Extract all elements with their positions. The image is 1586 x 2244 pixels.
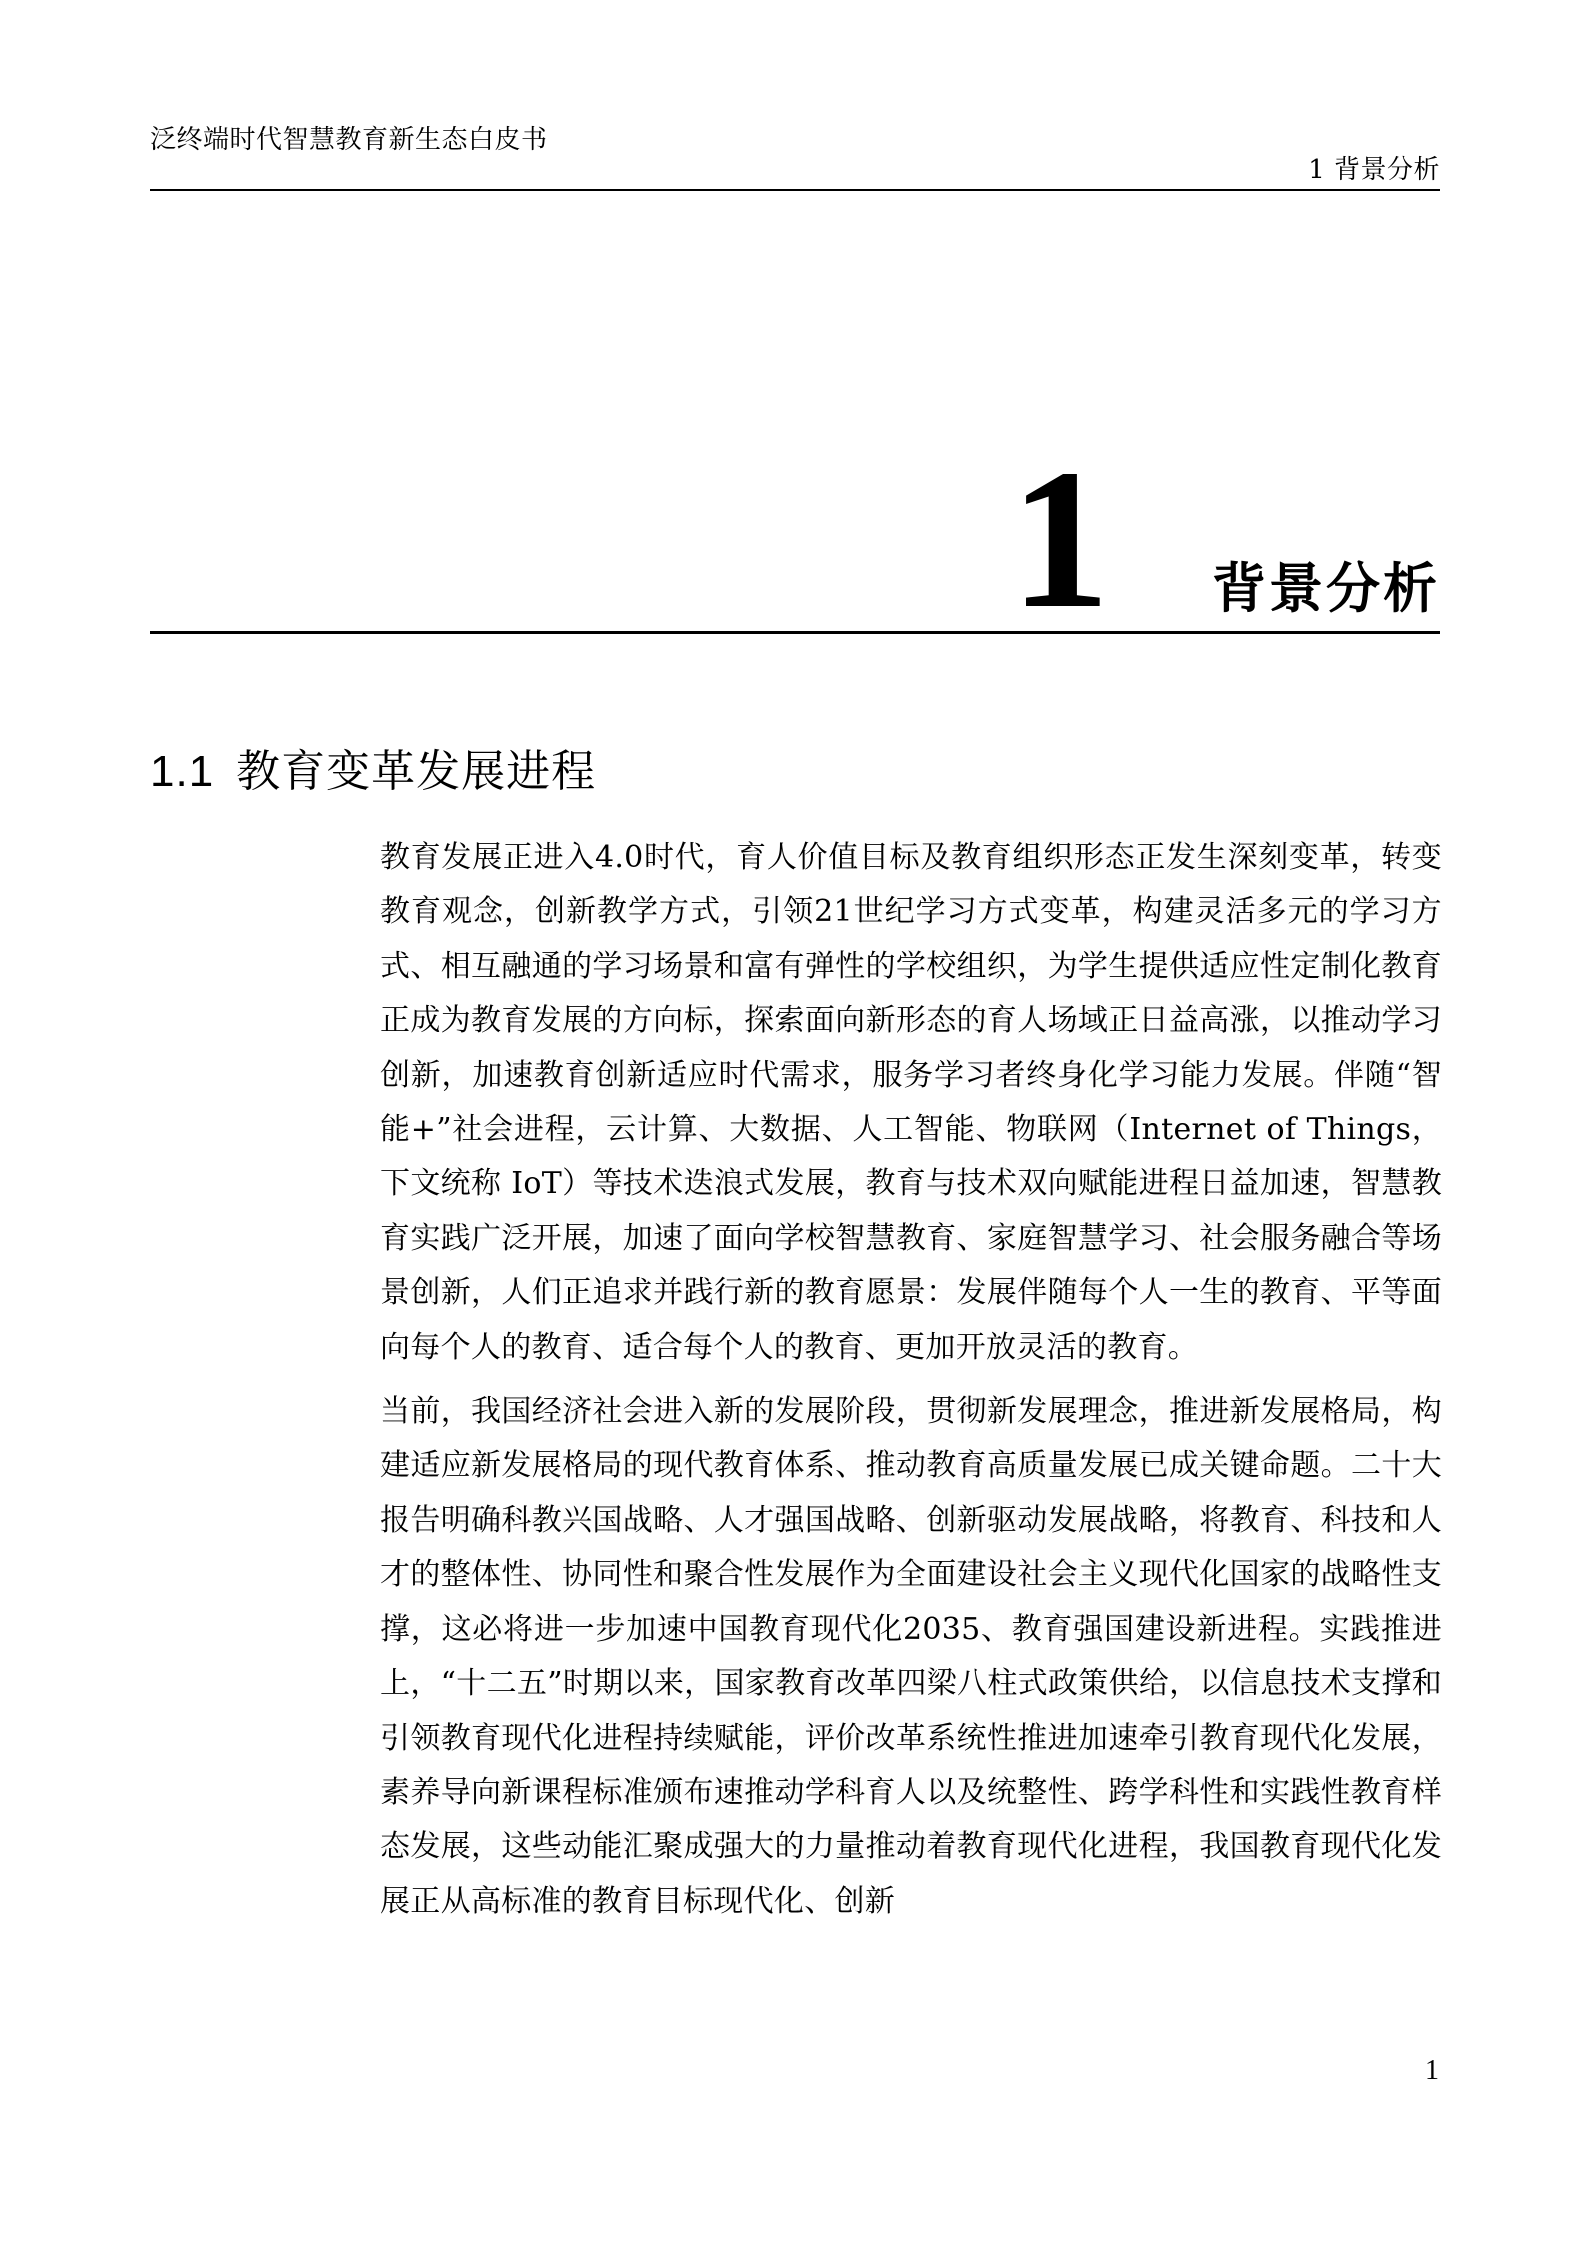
paragraph-1: 教育发展正进入4.0时代，育人价值目标及教育组织形态正发生深刻变革，转变教育观念，创新教学方式，引领21世纪学习方式变革，构建灵活多元的学习方式、相互融通的学习场景和富有弹性的学校组织，为学生提供适应性定制化教育正成为教育发展的方向标，探索面向新形态的育人场域正日益高涨，以推动学习创新，加速教育创新适应时代需求，服务学习者终身化学习能力发展。伴随“智能+”社会进程，云计算、大数据、人工智能、物联网（Internet of Things，下文统称 IoT）等技术迭浪式发展，教育与技术双向赋能进程日益加速，智慧教育实践广泛开展，加速了面向学校智慧教育、家庭智慧学习、社会服务融合等场景创新，人们正追求并践行新的教育愿景：发展伴随每个人一生的教育、平等面向每个人的教育、适合每个人的教育、更加开放灵活的教育。 — [380, 840, 1442, 1365]
section-number: 1.1 — [150, 747, 215, 796]
page-number: 1 — [1425, 2055, 1439, 2086]
header-divider — [150, 189, 1440, 191]
running-header — [150, 125, 1440, 191]
chapter-number: 1 — [1010, 429, 1110, 650]
section-heading — [150, 742, 596, 802]
chapter-title: 背景分析 — [1212, 557, 1440, 620]
book-title: 泛终端时代智慧教育新生态白皮书 — [150, 125, 548, 155]
section-title: 教育变革发展进程 — [236, 746, 597, 797]
paragraph-2: 当前，我国经济社会进入新的发展阶段，贯彻新发展理念，推进新发展格局，构建适应新发展格局的现代教育体系、推动教育高质量发展已成关键命题。二十大报告明确科教兴国战略、人才强国战略、创新驱动发展战略，将教育、科技和人才的整体性、协同性和聚合性发展作为全面建设社会主义现代化国家的战略性支撑，这必将进一步加速中国教育现代化2035、教育强国建设新进程。实践推进上，“十二五”时期以来，国家教育改革四梁八柱式政策供给，以信息技术支撑和引领教育现代化进程持续赋能，评价改革系统性推进加速牵引教育现代化发展，素养导向新课程标准颁布速推动学科育人以及统整性、跨学科性和实践性教育样态发展，这些动能汇聚成强大的力量推动着教育现代化进程，我国教育现代化发展正从高标准的教育目标现代化、创新 — [380, 1394, 1442, 1919]
chapter-divider — [150, 631, 1440, 634]
body-text — [380, 831, 1442, 1939]
running-chapter-reference: 1 背景分析 — [1308, 155, 1440, 185]
